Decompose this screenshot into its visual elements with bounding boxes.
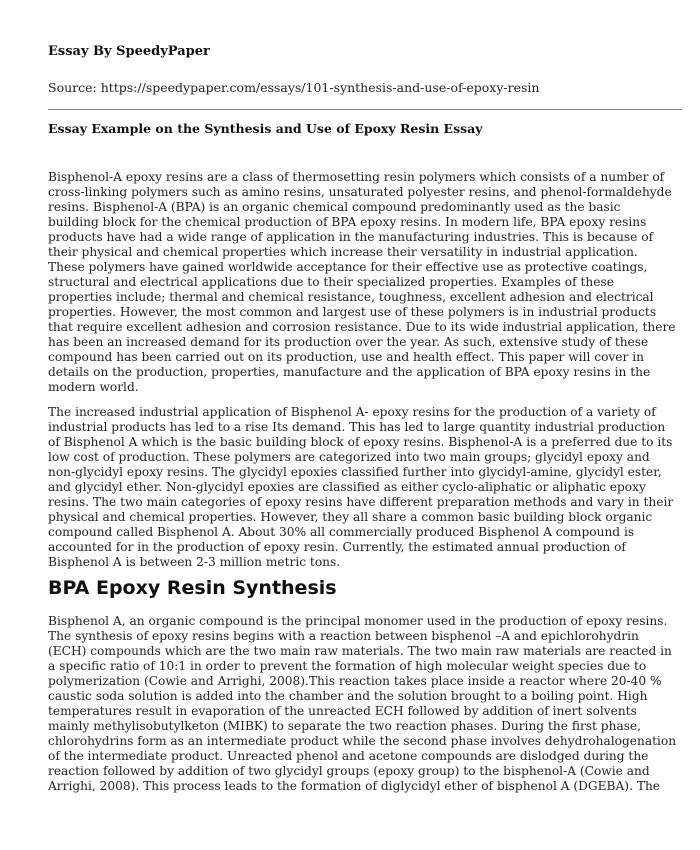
text-line: products have had a wide range of application in the manufacturing industries. This is because of — [48, 230, 654, 244]
text-line: low cost of production. These polymers are categorized into two main groups; glycidyl epoxy and — [48, 450, 650, 464]
text-line: non-glycidyl epoxy resins. The glycidyl epoxies classified further into glycidyl-amine, glycidyl ester, — [48, 465, 662, 479]
text-line: details on the production, properties, manufacture and the application of BPA epoxy resins in the — [48, 365, 651, 379]
source-line: Source: https://speedypaper.com/essays/101-synthesis-and-use-of-epoxy-resin — [48, 80, 540, 95]
text-line: has been an increased demand for its production over the year. As such, extensive study of these — [48, 335, 649, 349]
text-line: Bisphenol A, an organic compound is the principal monomer used in the production of epoxy resins. — [48, 614, 668, 628]
text-line: industrial products has led to a rise Its demand. This has led to large quantity industrial production — [48, 420, 666, 434]
text-line: resins. Bisphenol-A (BPA) is an organic chemical compound predominantly used as the basic — [48, 200, 621, 214]
paragraph-intro — [48, 170, 682, 395]
text-line: Bisphenol A is between 2-3 million metric tons. — [48, 555, 341, 569]
text-line: and glycidyl ether. Non-glycidyl epoxies are classified as either cyclo-aliphatic or aliphatic epoxy — [48, 480, 646, 494]
text-line: Bisphenol-A epoxy resins are a class of thermosetting resin polymers which consists of a number of — [48, 170, 665, 184]
text-line: compound called Bisphenol A. About 30% all commercially produced Bisphenol A compound is — [48, 525, 635, 539]
text-line: mainly methylisobutylketon (MIBK) to separate the two reaction phases. During the first phase, — [48, 719, 642, 733]
text-line: compound has been carried out on its production, use and health effect. This paper will cover in — [48, 350, 644, 364]
text-line: temperatures result in evaporation of the unreacted ECH followed by addition of inert solvents — [48, 704, 637, 718]
text-line: caustic soda solution is added into the chamber and the solution brought to a boiling point. High — [48, 689, 648, 703]
text-line: Arrighi, 2008). This process leads to the formation of diglycidyl ether of bisphenol A (DGEBA). The — [48, 779, 661, 793]
text-line: a specific ratio of 10:1 in order to prevent the formation of high molecular weight species due to — [48, 659, 647, 673]
text-line: of Bisphenol A which is the basic building block of epoxy resins. Bisphenol-A is a preferred due to its — [48, 435, 673, 449]
text-line: structural and electrical applications due to their specialized properties. Examples of these — [48, 275, 614, 289]
text-line: their physical and chemical properties which increase their versatility in industrial application. — [48, 245, 638, 259]
essay-title: Essay Example on the Synthesis and Use of Epoxy Resin Essay — [48, 121, 483, 136]
section-heading: BPA Epoxy Resin Synthesis — [48, 577, 337, 599]
text-line: of the intermediate product. Unreacted phenol and acetone compounds are dislodged during the — [48, 749, 649, 763]
text-line: cross-linking polymers such as amino resins, unsaturated polyester resins, and phenol-formaldehyde — [48, 185, 672, 199]
header-divider — [48, 109, 682, 110]
text-line: The increased industrial application of Bisphenol A- epoxy resins for the production of a variety of — [48, 405, 656, 419]
text-line: properties. However, the most common and largest use of these polymers is in industrial products — [48, 305, 657, 319]
text-line: chlorohydrins form as an intermediate product while the second phase involves dehydrohalogenation — [48, 734, 677, 748]
text-line: The synthesis of epoxy resins begins with a reaction between bisphenol –A and epichlorohydrin — [48, 629, 639, 643]
text-line: resins. The two main categories of epoxy resins have different preparation methods and vary in their — [48, 495, 674, 509]
text-line: reaction followed by addition of two glycidyl groups (epoxy group) to the bisphenol-A (Cowie and — [48, 764, 650, 778]
text-line: building block for the chemical production of BPA epoxy resins. In modern life, BPA epoxy resins — [48, 215, 647, 229]
text-line: that require excellent adhesion and corrosion resistance. Due to its wide industrial application, there — [48, 320, 676, 334]
text-line: (ECH) compounds which are the two main raw materials. The two main raw materials are reacted in — [48, 644, 672, 658]
paragraph-synthesis — [48, 614, 682, 794]
text-line: properties include; thermal and chemical resistance, toughness, excellent adhesion and electrical — [48, 290, 654, 304]
text-line: physical and chemical properties. However, they all share a common basic building block organic — [48, 510, 653, 524]
document-header-title: Essay By SpeedyPaper — [48, 44, 210, 59]
paragraph-application — [48, 405, 682, 570]
text-line: accounted for in the production of epoxy resin. Currently, the estimated annual production of — [48, 540, 626, 554]
text-line: These polymers have gained worldwide acceptance for their effective use as protective coatings, — [48, 260, 648, 274]
text-line: polymerization (Cowie and Arrighi, 2008).This reaction takes place inside a reactor where 20-40 % — [48, 674, 662, 688]
text-line: modern world. — [48, 380, 139, 394]
